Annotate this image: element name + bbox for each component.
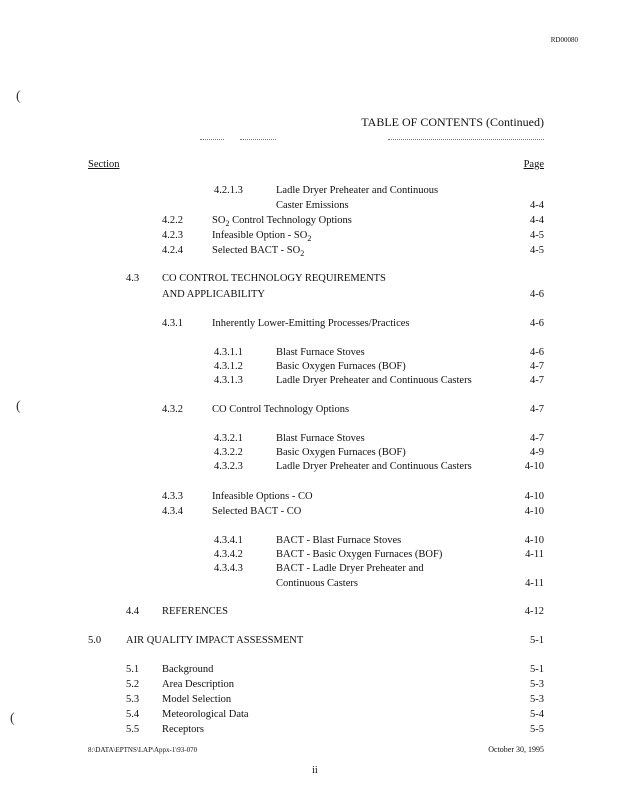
dotted-rule	[200, 139, 224, 140]
toc-text: Continuous Casters	[276, 578, 358, 589]
toc-page: 4-11	[525, 578, 544, 589]
toc-page: 4-9	[530, 447, 544, 458]
toc-text: AIR QUALITY IMPACT ASSESSMENT	[126, 635, 304, 646]
toc-page: 5-3	[530, 679, 544, 690]
page-title: TABLE OF CONTENTS (Continued)	[361, 115, 544, 129]
footer-date: October 30, 1995	[488, 745, 544, 754]
toc-number: 4.2.3	[162, 230, 183, 241]
toc-number: 4.3.4.1	[214, 535, 243, 546]
toc-number: 5.3	[126, 694, 140, 705]
toc-number: 5.5	[126, 724, 140, 735]
toc-text: REFERENCES	[162, 606, 228, 617]
toc-text: Selected BACT - CO	[212, 506, 302, 517]
toc-page: 4-7	[530, 375, 544, 386]
toc-number: 4.3.1.2	[214, 361, 243, 372]
toc-page: 4-4	[530, 200, 544, 211]
toc-text: Blast Furnace Stoves	[276, 347, 365, 358]
toc-number: 5.1	[126, 664, 140, 675]
toc-text: Receptors	[162, 724, 204, 735]
toc-number: 4.3.1.1	[214, 347, 243, 358]
toc-number: 4.3.4.2	[214, 549, 243, 560]
footer-file-path: 8:\DATA\EPTNS\LAP\Appx-1\93-070	[88, 746, 198, 754]
toc-page: 5-1	[530, 664, 544, 675]
toc-page: 4-5	[530, 230, 544, 241]
toc-text: $SO_2$ Control Technology Options	[212, 215, 352, 229]
toc-page: 4-7	[530, 433, 544, 444]
toc-number: 4.3.4	[162, 506, 183, 517]
toc-number: 5.2	[126, 679, 140, 690]
toc-text: CO CONTROL TECHNOLOGY REQUIREMENTS	[162, 273, 386, 284]
toc-text: Area Description	[162, 679, 235, 690]
toc-text: Basic Oxygen Furnaces (BOF)	[276, 447, 406, 458]
toc-page: 4-6	[530, 318, 544, 329]
toc-text: Ladle Dryer Preheater and Continuous Casters	[276, 375, 472, 386]
toc-page: 5-4	[530, 709, 544, 720]
toc-page: 4-7	[530, 404, 544, 415]
margin-mark: (	[16, 89, 21, 104]
toc-text: BACT - Basic Oxygen Furnaces (BOF)	[276, 549, 443, 560]
toc-text: Inherently Lower-Emitting Processes/Practices	[212, 318, 410, 329]
toc-text: Ladle Dryer Preheater and Continuous Casters	[276, 461, 472, 472]
toc-text: BACT - Blast Furnace Stoves	[276, 535, 402, 546]
toc-text: Selected BACT - $SO_2$	[212, 245, 305, 259]
toc-page: 4-10	[524, 506, 544, 517]
margin-mark: (	[16, 399, 21, 414]
toc-number: 4.3.1	[162, 318, 183, 329]
toc-text: Blast Furnace Stoves	[276, 433, 365, 444]
toc-page: 4-7	[530, 361, 544, 372]
toc-text: AND APPLICABILITY	[162, 289, 265, 300]
margin-mark: (	[10, 711, 15, 726]
toc-page: 4-10	[524, 491, 544, 502]
toc-number: 5.0	[88, 635, 102, 646]
dotted-rule	[240, 139, 276, 140]
toc-number: 4.3.2	[162, 404, 183, 415]
toc-number: 4.3	[126, 273, 140, 284]
toc-text: CO Control Technology Options	[212, 404, 350, 415]
toc-text: BACT - Ladle Dryer Preheater and	[276, 563, 424, 574]
document-id: RD00080	[550, 36, 578, 44]
toc-text: Background	[162, 664, 214, 675]
toc-page: 4-11	[525, 549, 544, 560]
toc-text: Model Selection	[162, 694, 232, 705]
toc-number: 4.4	[126, 606, 140, 617]
toc-number: 4.2.4	[162, 245, 183, 256]
toc-text: Infeasible Option - $SO_2$	[212, 230, 312, 244]
toc-text: Infeasible Options - CO	[212, 491, 313, 502]
toc-number: 4.3.2.2	[214, 447, 243, 458]
toc-text: Caster Emissions	[276, 200, 349, 211]
toc-page: 4-10	[524, 461, 544, 472]
toc-page: 5-5	[530, 724, 544, 735]
dotted-rule	[388, 139, 544, 140]
toc-text: Ladle Dryer Preheater and Continuous	[276, 185, 439, 196]
toc-text: Meteorological Data	[162, 709, 249, 720]
toc-number: 4.3.2.3	[214, 461, 243, 472]
toc-page: 5-1	[530, 635, 544, 646]
toc-number: 4.3.1.3	[214, 375, 243, 386]
toc-page: 4-6	[530, 347, 544, 358]
toc-number: 5.4	[126, 709, 140, 720]
toc-page: 4-4	[530, 215, 544, 226]
section-column-header: Section	[88, 159, 120, 170]
toc-number: 4.2.1.3	[214, 185, 243, 196]
toc-number: 4.3.4.3	[214, 563, 243, 574]
toc-page: 4-6	[530, 289, 544, 300]
toc-page: 5-3	[530, 694, 544, 705]
toc-page: 4-5	[530, 245, 544, 256]
toc-number: 4.3.2.1	[214, 433, 243, 444]
page-number: ii	[312, 765, 318, 776]
page-column-header: Page	[523, 159, 544, 170]
toc-number: 4.3.3	[162, 491, 183, 502]
toc-text: Basic Oxygen Furnaces (BOF)	[276, 361, 406, 372]
toc-number: 4.2.2	[162, 215, 183, 226]
toc-page: 4-12	[524, 606, 544, 617]
toc-page: 4-10	[524, 535, 544, 546]
